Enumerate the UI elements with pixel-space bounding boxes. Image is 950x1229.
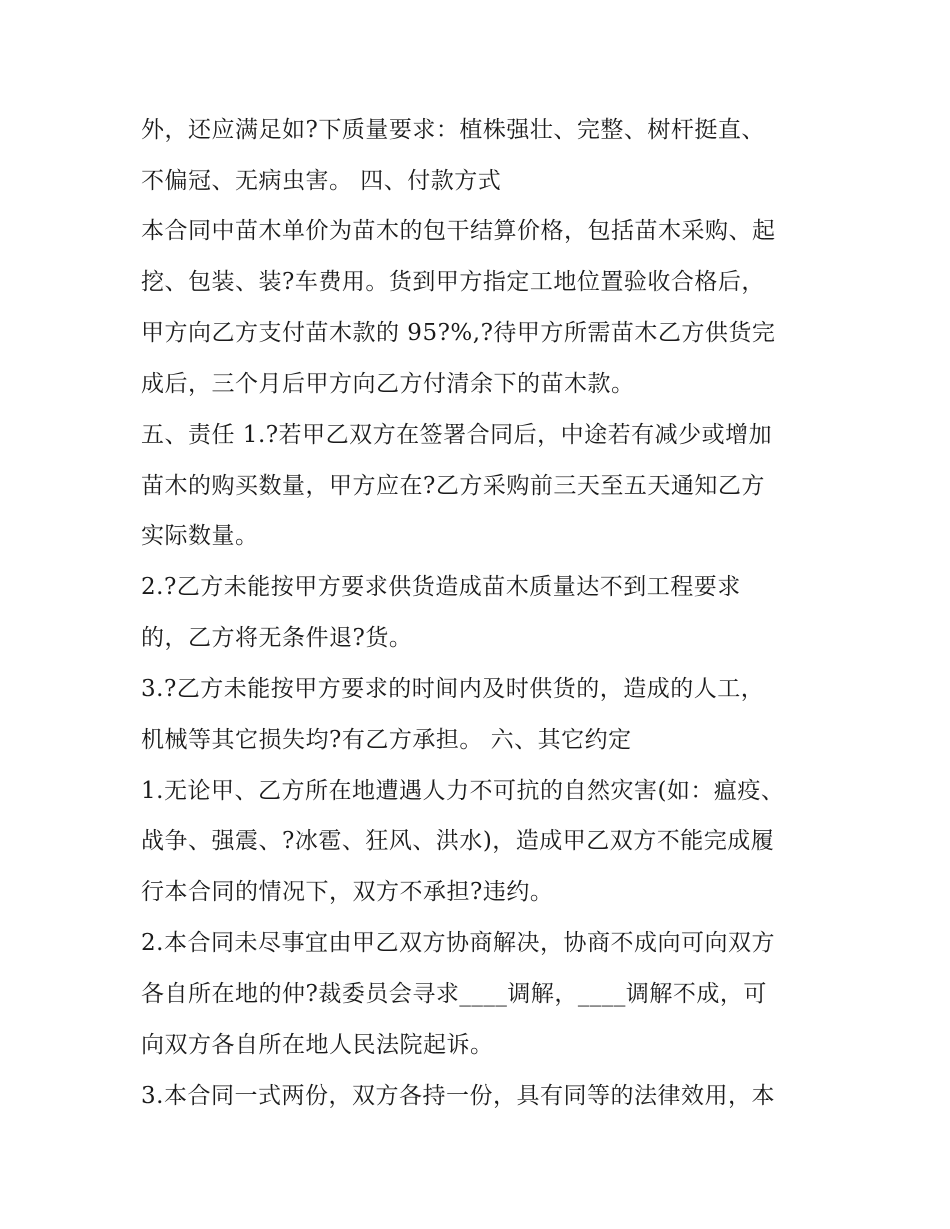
text-line-14: 1.无论甲、乙方所在地遭遇人力不可抗的自然灾害(如：瘟疫、 xyxy=(141,778,785,804)
text-line-19: 向双方各自所在地人民法院起诉。 xyxy=(141,1032,494,1058)
text-line-15: 战争、强震、?冰雹、狂风、洪水)，造成甲乙双方不能完成履 xyxy=(141,828,775,854)
text-line-4: 挖、包装、装?车费用。货到甲方指定工地位置验收合格后， xyxy=(141,269,765,295)
text-line-13: 机械等其它损失均?有乙方承担。 六、其它约定 xyxy=(141,727,632,753)
text-line-10: 2.?乙方未能按甲方要求供货造成苗木质量达不到工程要求 xyxy=(141,574,741,600)
text-line-17: 2.本合同未尽事宜由甲乙双方协商解决，协商不成向可向双方 xyxy=(141,930,775,956)
text-line-9: 实际数量。 xyxy=(141,523,259,549)
text-line-12: 3.?乙方未能按甲方要求的时间内及时供货的，造成的人工， xyxy=(141,676,765,702)
text-line-2: 不偏冠、无病虫害。 四、付款方式 xyxy=(141,168,502,194)
text-line-11: 的，乙方将无条件退?货。 xyxy=(141,625,413,651)
text-line-16: 行本合同的情况下，双方不承担?违约。 xyxy=(141,879,554,905)
text-line-5: 甲方向乙方支付苗木款的 95?%,?待甲方所需苗木乙方供货完 xyxy=(141,320,776,346)
text-line-6: 成后，三个月后甲方向乙方付清余下的苗木款。 xyxy=(141,371,635,397)
text-line-8: 苗木的购买数量，甲方应在?乙方采购前三天至五天通知乙方 xyxy=(141,473,765,499)
text-line-7: 五、责任 1.?若甲乙双方在签署合同后，中途若有减少或增加 xyxy=(141,422,773,448)
text-line-18: 各自所在地的仲?裁委员会寻求____调解，____调解不成，可 xyxy=(141,981,767,1007)
text-line-20: 3.本合同一式两份，双方各持一份，具有同等的法律效用，本 xyxy=(141,1083,775,1109)
text-line-1: 外，还应满足如?下质量要求：植株强壮、完整、树杆挺直、 xyxy=(141,117,765,143)
text-line-3: 本合同中苗木单价为苗木的包干结算价格，包括苗木采购、起 xyxy=(141,218,776,244)
